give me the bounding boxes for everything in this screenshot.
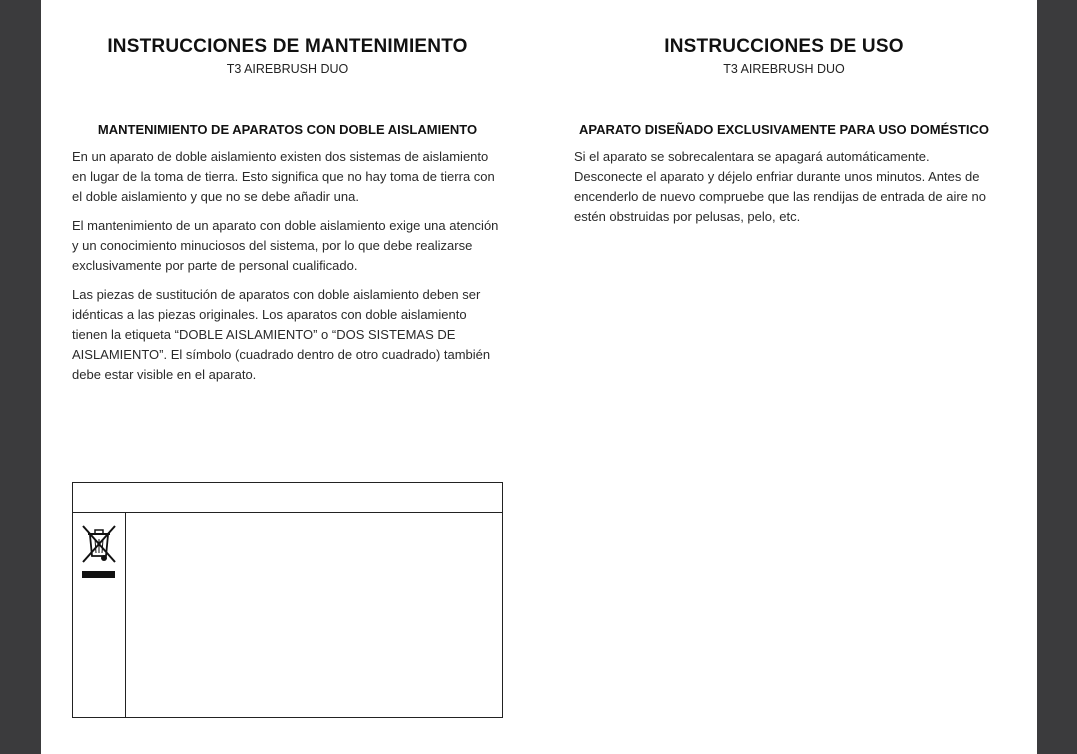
weee-box-header	[73, 483, 502, 513]
usage-subtitle: T3 AIREBRUSH DUO	[723, 62, 845, 76]
usage-title: INSTRUCCIONES DE USO	[664, 36, 904, 57]
weee-disposal-box	[72, 482, 503, 718]
double-insulation-heading: MANTENIMIENTO DE APARATOS CON DOBLE AISLAMIENTO	[97, 122, 478, 137]
maintenance-paragraph: El mantenimiento de un aparato con doble aislamiento exige una atención y un conocimiento minuciosos del sistema, por lo que debe realizarse exclusivamente por parte de personal cualificado.	[72, 218, 499, 273]
usage-paragraph: Si el aparato se sobrecalentara se apagará automáticamente. Desconecte el aparato y déjelo enfriar durante unos minutos. Antes de encenderlo de nuevo compruebe que las rendijas de entrada de aire no estén obstruidas por pelusas, pelo, etc.	[574, 149, 986, 224]
maintenance-paragraph: En un aparato de doble aislamiento existen dos sistemas de aislamiento en lugar de la toma de tierra. Esto significa que no hay toma de tierra con el doble aislamiento y que no se debe añadir una.	[72, 149, 495, 204]
maintenance-paragraph: Las piezas de sustitución de aparatos con doble aislamiento deben ser idénticas a las piezas originales. Los aparatos con doble aislamiento tienen la etiqueta “DOBLE AISLAMIENTO” o “DOS SISTEMAS DE AISLAMIENTO”. El símbolo (cuadrado dentro de otro cuadrado) también debe estar visible en el aparato.	[72, 287, 491, 382]
crossed-out-wheelie-bin-icon	[79, 522, 119, 582]
maintenance-column	[72, 0, 503, 385]
document-page	[41, 0, 1037, 754]
maintenance-subtitle: T3 AIREBRUSH DUO	[226, 62, 349, 76]
maintenance-title: INSTRUCCIONES DE MANTENIMIENTO	[107, 36, 468, 57]
weee-box-body	[73, 513, 502, 717]
weee-icon-cell	[73, 513, 126, 717]
usage-column	[574, 0, 994, 227]
household-use-heading: APARATO DISEÑADO EXCLUSIVAMENTE PARA USO DOMÉSTICO	[578, 122, 989, 137]
